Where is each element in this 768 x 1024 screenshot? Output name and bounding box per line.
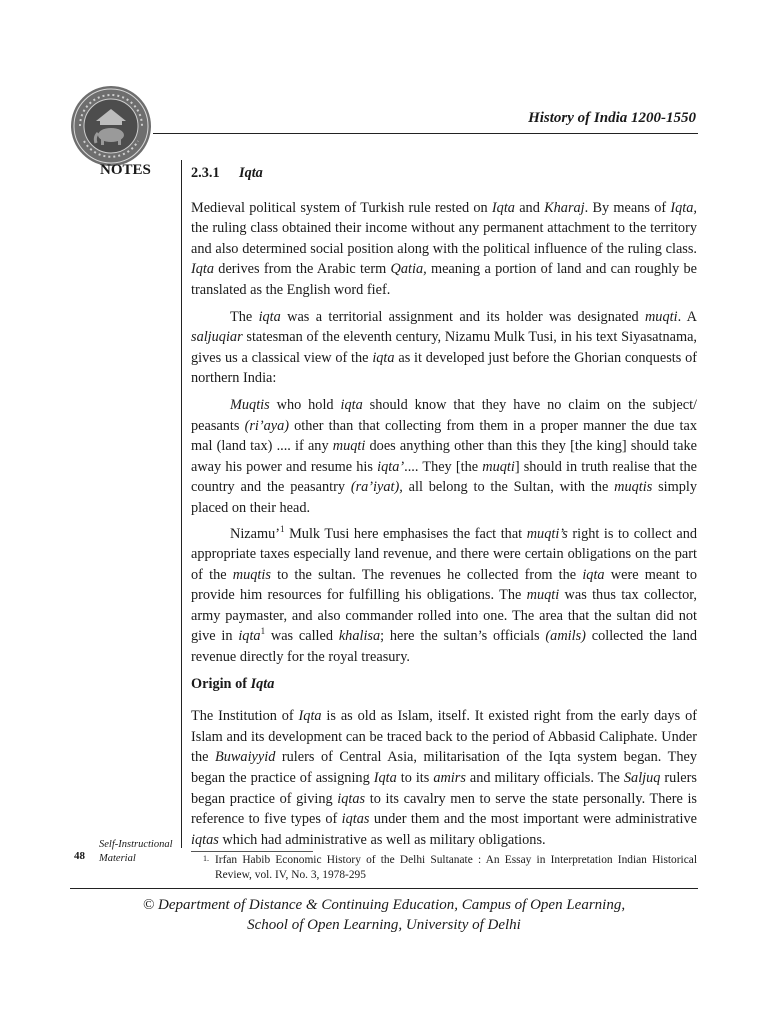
section-title: Iqta [239,165,263,181]
self-instructional-label: Self-Instructional Material [99,839,173,864]
paragraph: Nizamu’$^1$ Mulk Tusi here emphasises the fact that muqti’s right is to collect and appropriate taxes especially land revenue, and there were certain obligations on the part of the muqtis to the sultan. The revenues he collected from the iqta were meant to provide him resources for fulfilling his obligations. The muqti was thus tax collector, army paymaster, and also commander rolled into one. The area that the sultan did not give in iqta$^1$ was called khalisa; here the sultan’s officials (amils) collected the land revenue directly for the royal treasury. [191,523,697,666]
paragraph: Medieval political system of Turkish rule rested on Iqta and Kharaj. By means of Iqta, the ruling class obtained their income without any permanent attachment to the territory and also determined social position along with the political influence of the ruling class. Iqta derives from the Arabic term Qatia, meaning a portion of land and can roughly be translated as the English word fief. [191,199,697,298]
footer-line-1: © Department of Distance & Continuing Education, Campus of Open Learning, [142,897,626,913]
footnote-rule [191,851,313,852]
footer-rule [70,888,698,889]
header-rule [153,133,698,134]
footer [70,895,698,935]
footer-line-2: School of Open Learning, University of Delhi [247,917,521,933]
paragraph: The iqta was a territorial assignment and its holder was designated muqti. A saljuqiar statesman of the eleventh century, Nizamu Mulk Tusi, in his text Siyasatnama, gives us a classical view of the iqta as it developed just before the Ghorian conquests of northern India: [191,308,697,387]
margin-divider [181,160,182,848]
main-text [191,163,697,856]
section-heading [191,163,697,184]
footnote-text: Irfan Habib Economic History of the Delhi Sultanate : An Essay in Interpretation Indian Historical Review, vol. IV, No. 3, 1978-295 [215,854,697,881]
subsection-heading: Origin of Iqta [191,675,275,692]
section-number: 2.3.1 [191,165,220,181]
running-header-title: History of India 1200-1550 [528,110,696,126]
page-number: 48 [74,850,85,862]
footnote-mark: 1. [203,854,209,863]
footnote [203,853,697,883]
notes-label: NOTES [100,162,151,178]
quotation: Muqtis who hold iqta should know that they have no claim on the subject/ peasants (ri’aya) other than that collecting from them in a proper manner the due tax mal (land tax) .... if any muqti does anything other than this they [the king] should take away his power and resume his iqta’.... They [the muqti] should in truth realise that the country and the peasantry (ra’iyat), all belong to the Sultan, with the muqtis simply placed on their head. [191,396,698,516]
paragraph: The Institution of Iqta is as old as Islam, itself. It existed right from the early days of Islam and its development can be traced back to the period of Abbasid Caliphate. Under the Buwaiyyid rulers of Central Asia, militarisation of the Iqta system began. They began the practice of assigning Iqta to its amirs and military officials. The Saljuq rulers began practice of giving iqtas to its cavalry men to serve the state personally. There is reference to five types of iqtas under them and the most important were administrative iqtas which had administrative as well as military obligations. [191,708,698,848]
university-seal-logo [70,85,152,167]
